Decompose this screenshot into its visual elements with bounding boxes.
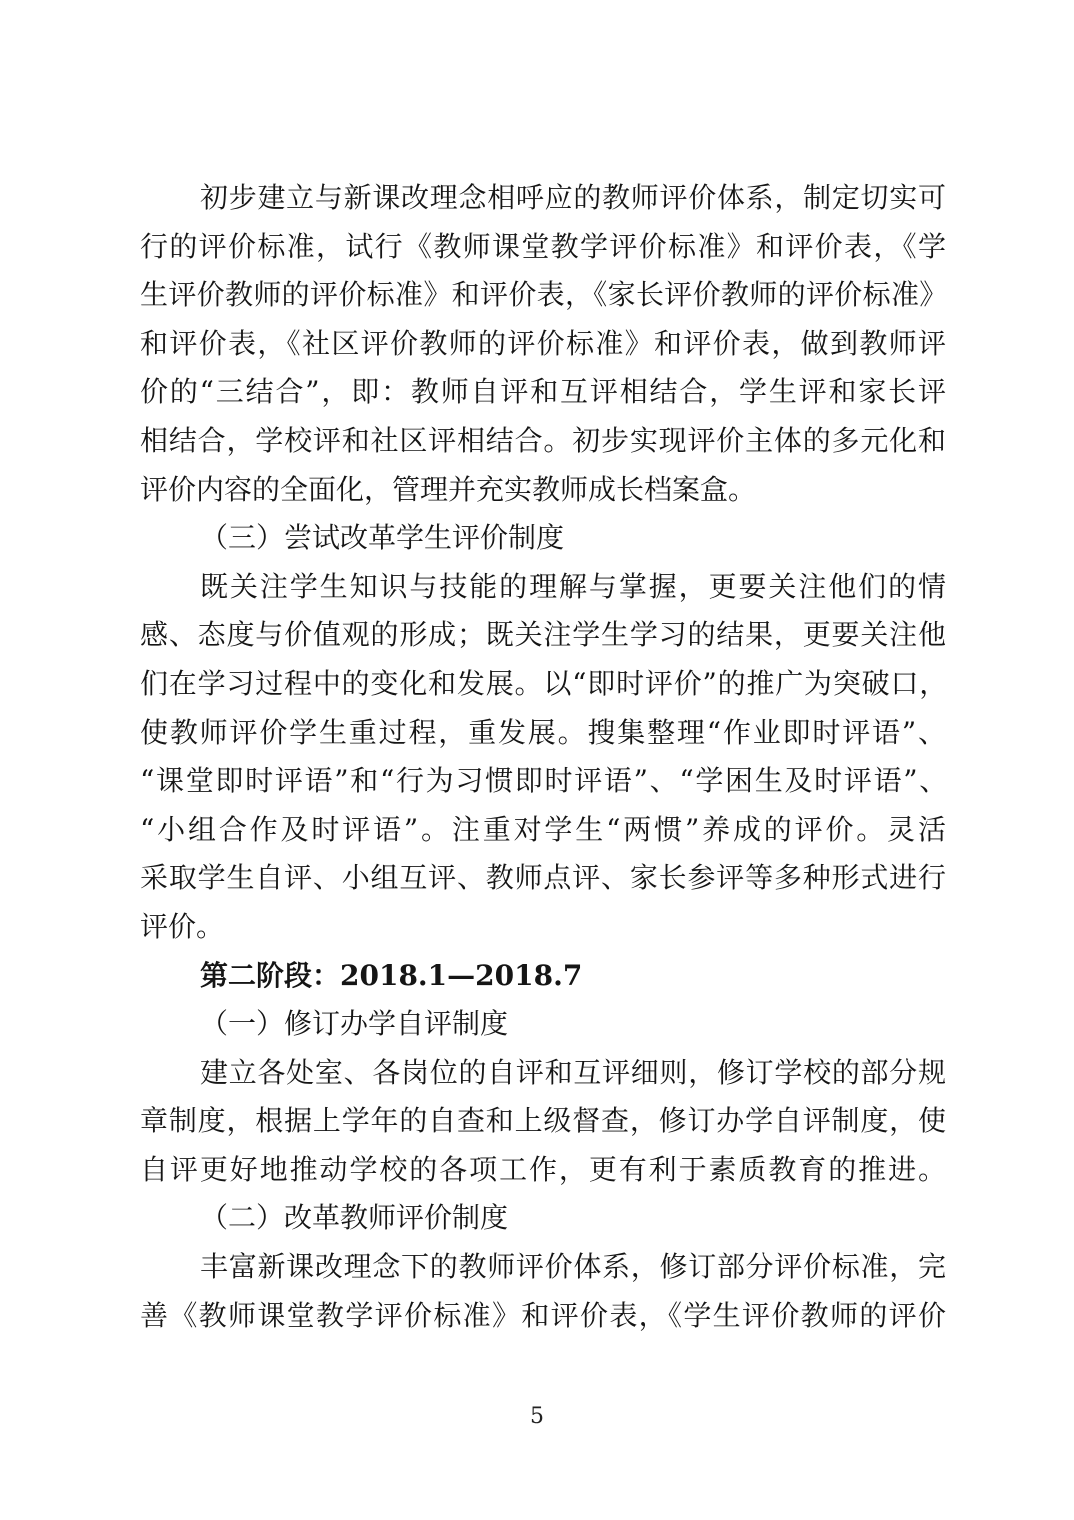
text-line: 评价。 — [140, 909, 225, 943]
text-line: （二）改革教师评价制度 — [200, 1201, 509, 1235]
text-line: 们在学习过程中的变化和发展。以“即时评价”的推广为突破口， — [140, 666, 946, 700]
text-line: 既关注学生知识与技能的理解与掌握，更要关注他们的情 — [200, 569, 946, 603]
text-line: （一）修订办学自评制度 — [200, 1007, 509, 1041]
text-line: 采取学生自评、小组互评、教师点评、家长参评等多种形式进行 — [140, 861, 946, 895]
text-line: 丰富新课改理念下的教师评价体系，修订部分评价标准，完 — [200, 1250, 946, 1284]
text-line: 相结合，学校评和社区评相结合。初步实现评价主体的多元化和 — [140, 423, 946, 457]
text-line: 第二阶段：2018.1—2018.7 — [200, 958, 583, 992]
text-block — [140, 174, 946, 1340]
text-line: 善《教师课堂教学评价标准》和评价表，《学生评价教师的评价 — [140, 1298, 946, 1332]
text-line: 评价内容的全面化，管理并充实教师成长档案盒。 — [140, 472, 757, 506]
text-line: （三）尝试改革学生评价制度 — [200, 521, 565, 555]
text-line: 自评更好地推动学校的各项工作，更有利于素质教育的推进。 — [140, 1152, 946, 1186]
text-line: “课堂即时评语”和“行为习惯即时评语”、“学困生及时评语”、 — [140, 764, 946, 798]
text-line: 价的“三结合”，即：教师自评和互评相结合，学生评和家长评 — [140, 375, 946, 409]
text-line: 和评价表，《社区评价教师的评价标准》和评价表，做到教师评 — [140, 326, 946, 360]
page-number: 5 — [530, 1404, 544, 1429]
text-line: “小组合作及时评语”。注重对学生“两惯”养成的评价。灵活 — [140, 812, 946, 846]
text-line: 建立各处室、各岗位的自评和互评细则，修订学校的部分规 — [200, 1055, 946, 1089]
text-line: 生评价教师的评价标准》和评价表，《家长评价教师的评价标准》 — [140, 278, 946, 312]
text-line: 行的评价标准，试行《教师课堂教学评价标准》和评价表，《学 — [140, 229, 946, 263]
text-line: 章制度，根据上学年的自查和上级督查，修订办学自评制度，使 — [140, 1104, 946, 1138]
text-line: 感、态度与价值观的形成；既关注学生学习的结果，更要关注他 — [140, 618, 946, 652]
text-line: 初步建立与新课改理念相呼应的教师评价体系，制定切实可 — [200, 181, 946, 214]
text-line: 使教师评价学生重过程，重发展。搜集整理“作业即时评语”、 — [140, 715, 946, 749]
